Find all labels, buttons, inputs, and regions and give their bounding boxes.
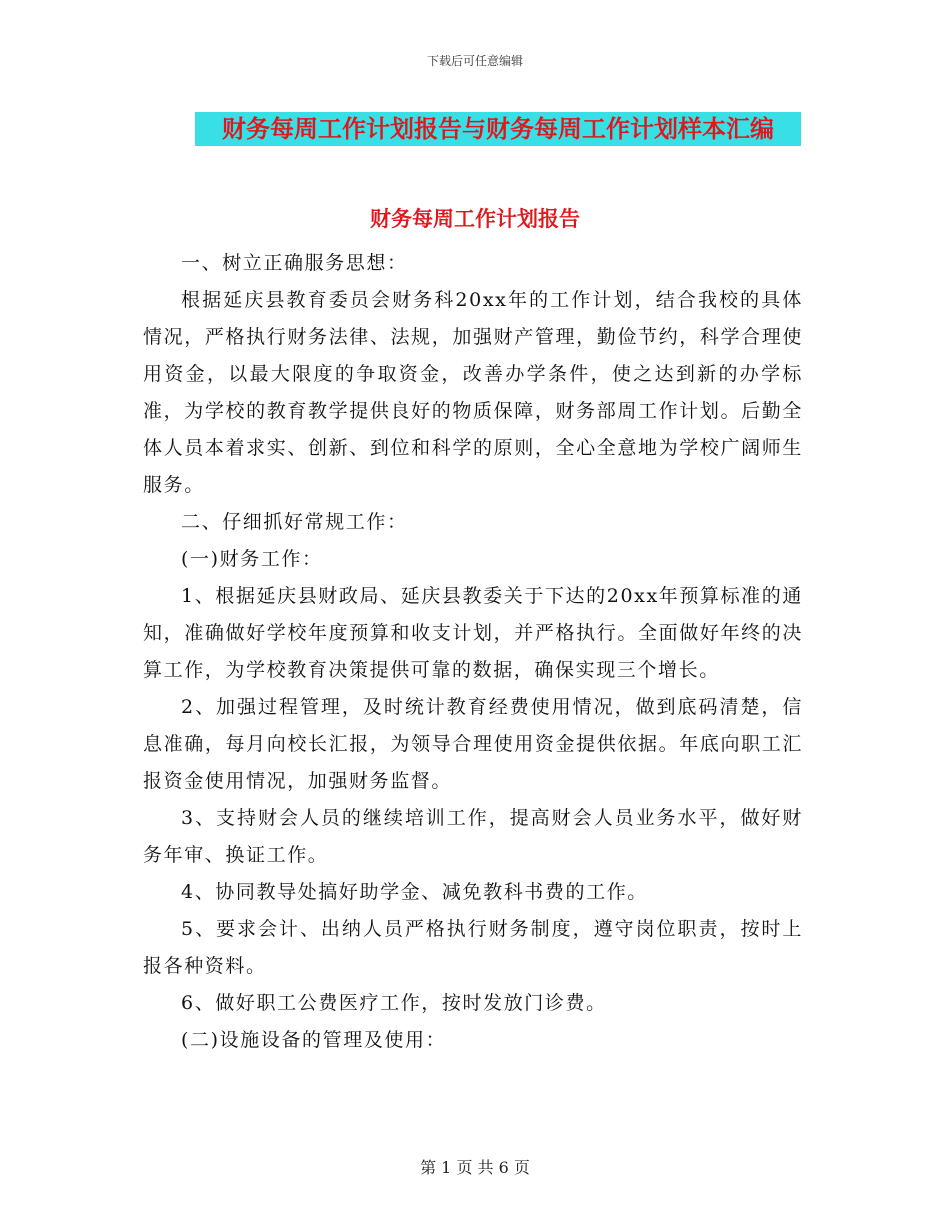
page-header-note: 下载后可任意编辑	[426, 54, 523, 68]
paragraph-heading-1: 一、树立正确服务思想：	[181, 252, 408, 274]
document-body	[143, 245, 803, 1059]
list-item: 6、做好职工公费医疗工作，按时发放门诊费。	[181, 992, 607, 1014]
list-item: 1、根据延庆县财政局、延庆县教委关于下达的20xx年预算标准的通知，准确做好学校年度预算和收支计划，并严格执行。全面做好年终的决算工作，为学校教育决策提供可靠的数据，确保实现三个增长。	[143, 585, 803, 681]
page-number: 第 1 页 共 6 页	[420, 1158, 530, 1177]
list-item: 4、协同教导处搞好助学金、减免教科书费的工作。	[181, 881, 648, 903]
subheading-finance-work: (一)财务工作：	[181, 548, 323, 570]
list-item: 3、支持财会人员的继续培训工作，提高财会人员业务水平，做好财务年审、换证工作。	[143, 807, 803, 866]
document-title: 财务每周工作计划报告与财务每周工作计划样本汇编	[195, 112, 801, 146]
paragraph: 根据延庆县教育委员会财务科20xx年的工作计划，结合我校的具体情况，严格执行财务法律、法规，加强财产管理，勤俭节约，科学合理使用资金，以最大限度的争取资金，改善办学条件，使之达到新的办学标准，为学校的教育教学提供良好的物质保障，财务部周工作计划。后勤全体人员本着求实、创新、到位和科学的原则，全心全意地为学校广阔师生服务。	[143, 289, 803, 496]
paragraph-heading-2: 二、仔细抓好常规工作：	[181, 511, 408, 533]
section-title: 财务每周工作计划报告	[370, 207, 580, 231]
subheading-facilities: (二)设施设备的管理及使用：	[181, 1029, 447, 1051]
list-item: 5、要求会计、出纳人员严格执行财务制度，遵守岗位职责，按时上报各种资料。	[143, 918, 803, 977]
list-item: 2、加强过程管理，及时统计教育经费使用情况，做到底码清楚，信息准确，每月向校长汇报，为领导合理使用资金提供依据。年底向职工汇报资金使用情况，加强财务监督。	[143, 696, 803, 792]
